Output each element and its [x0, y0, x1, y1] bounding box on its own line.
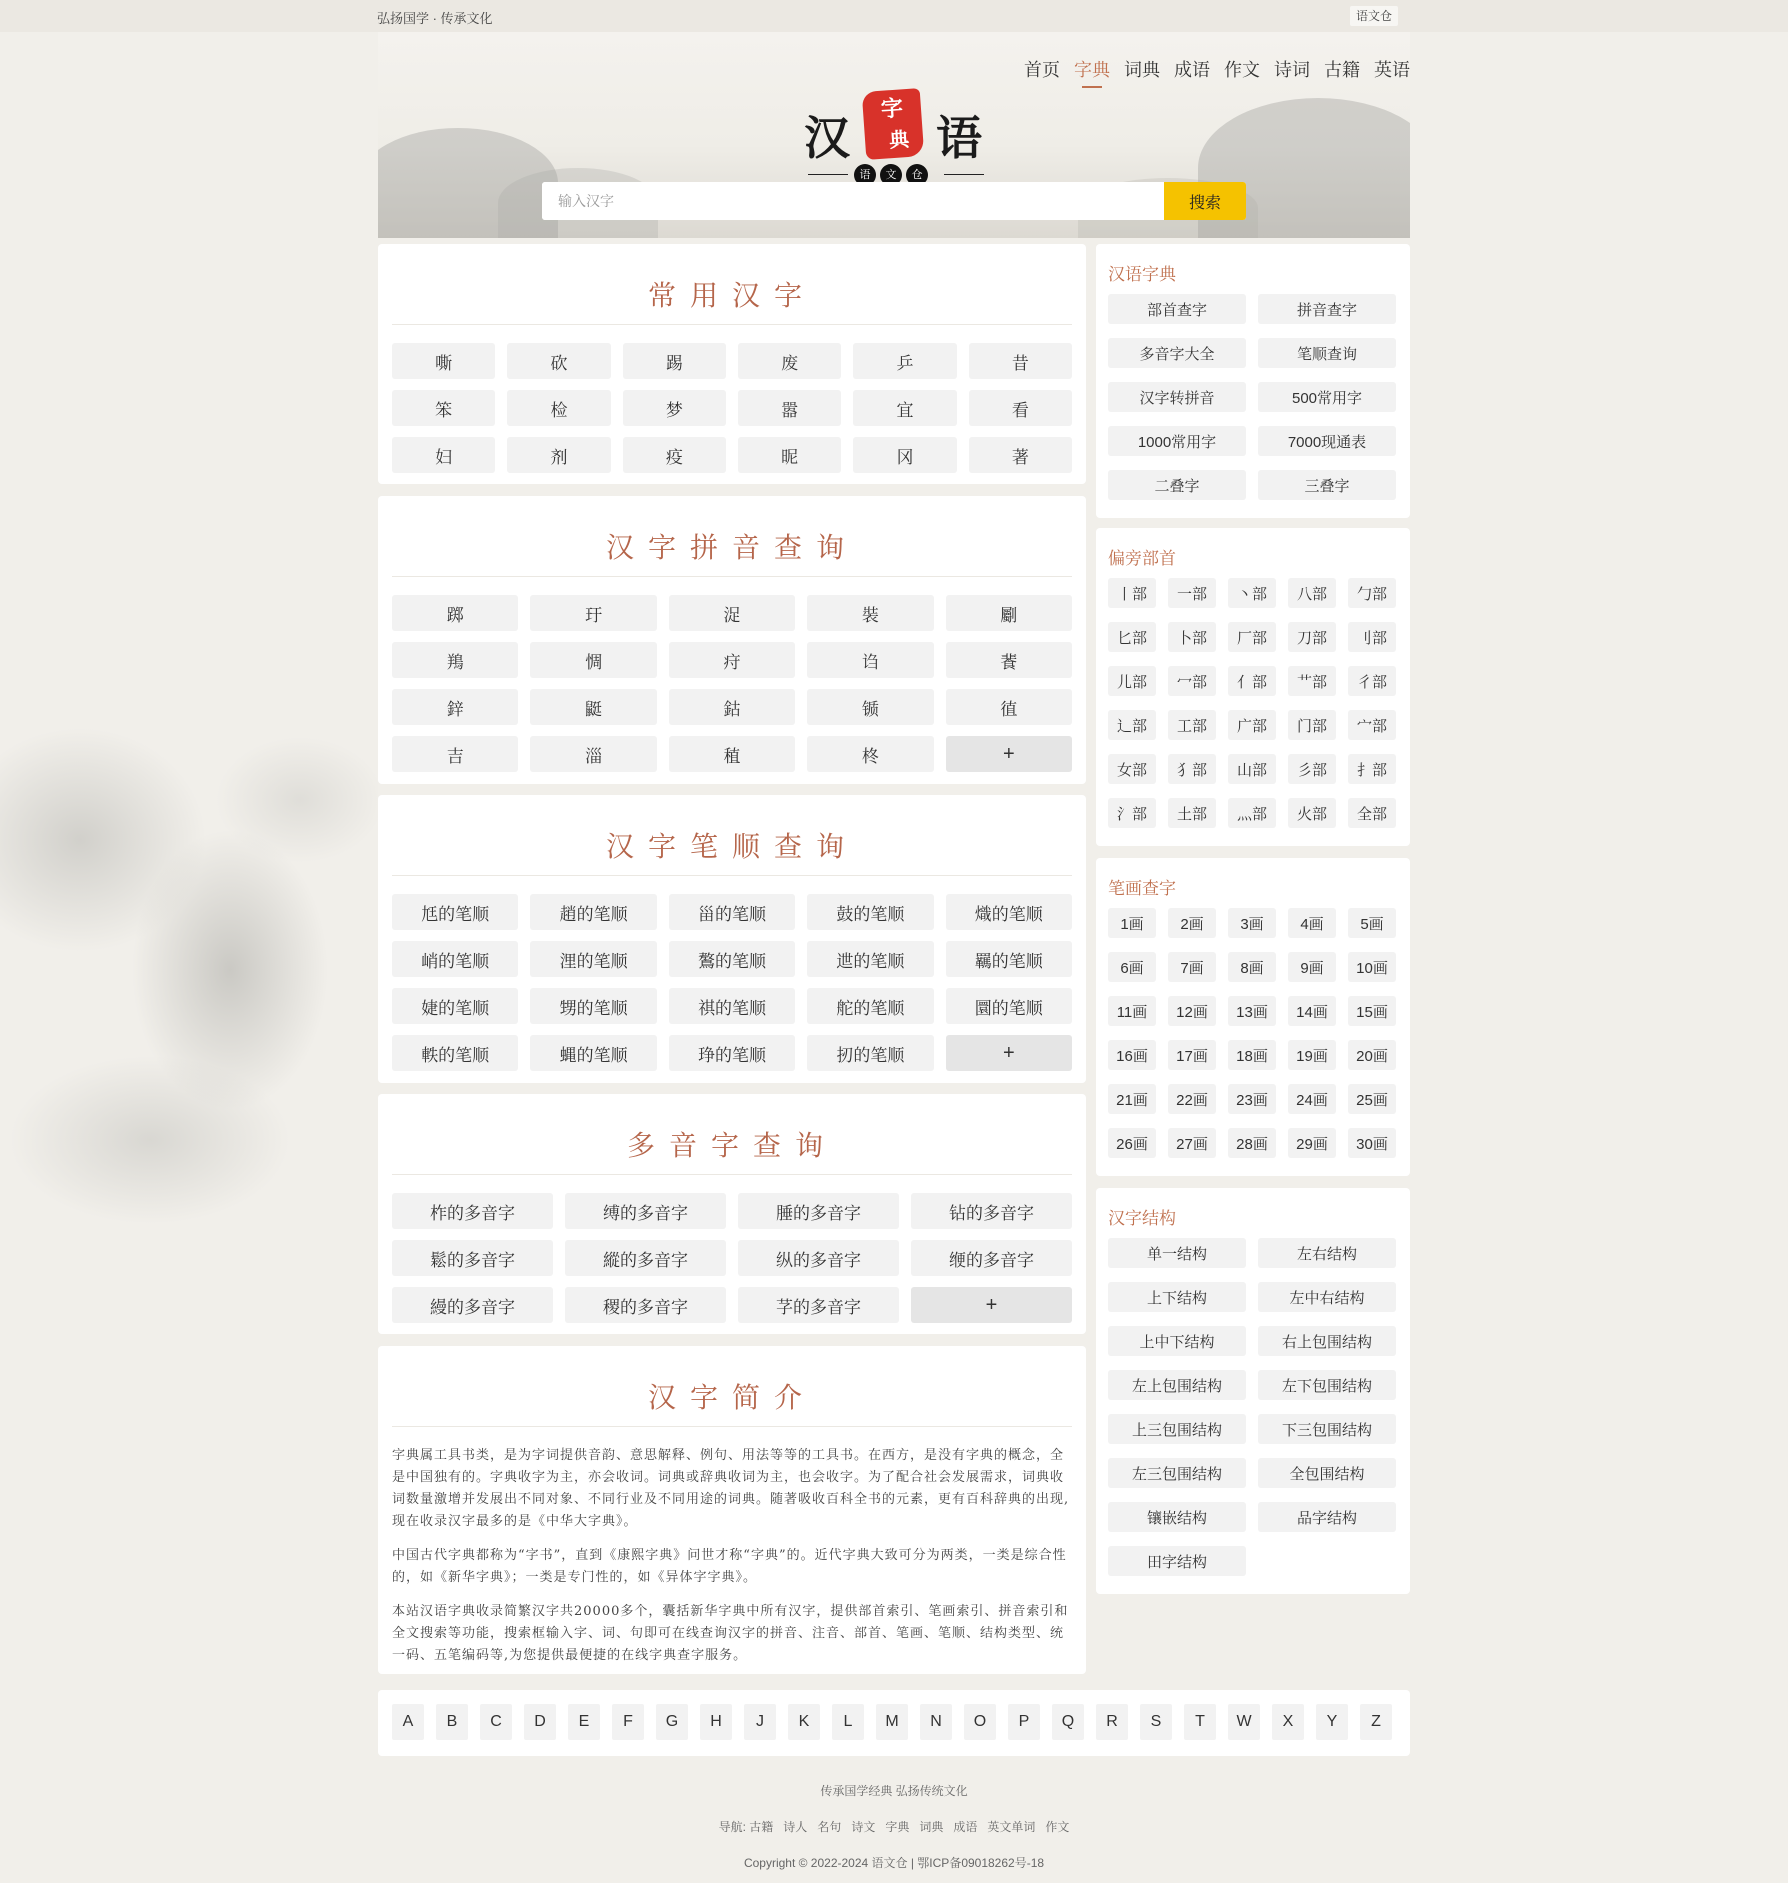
stroke-count-link[interactable]: 28画 [1228, 1128, 1276, 1158]
radical-link[interactable]: 宀部 [1348, 710, 1396, 740]
char-chip[interactable]: 嘶 [392, 343, 495, 379]
stroke-count-link[interactable]: 22画 [1168, 1084, 1216, 1114]
polyphone-chip[interactable]: 芓的多音字 [738, 1287, 899, 1323]
alphabet-letter[interactable]: J [744, 1704, 776, 1740]
radical-link[interactable]: 门部 [1288, 710, 1336, 740]
radical-link[interactable]: 全部 [1348, 798, 1396, 828]
logo-line-right [944, 174, 984, 175]
more-button[interactable]: + [911, 1287, 1072, 1323]
common-chars-grid [378, 325, 1086, 473]
stroke-count-link[interactable]: 29画 [1288, 1128, 1336, 1158]
alphabet-letter[interactable]: L [832, 1704, 864, 1740]
alphabet-letter[interactable]: O [964, 1704, 996, 1740]
structure-link[interactable]: 上下结构 [1108, 1282, 1246, 1312]
footer-nav [378, 1818, 1410, 1835]
radical-link[interactable]: 亻部 [1228, 666, 1276, 696]
radical-link[interactable]: 勹部 [1348, 578, 1396, 608]
polyphone-chip[interactable]: 纵的多音字 [738, 1240, 899, 1276]
footer-motto: 传承国学经典 弘扬传统文化 [820, 1784, 968, 1798]
structure-link[interactable]: 全包围结构 [1258, 1458, 1396, 1488]
polyphone-chip[interactable]: 钻的多音字 [911, 1193, 1072, 1229]
radical-link[interactable]: 冖部 [1168, 666, 1216, 696]
pinyin-chip[interactable]: 徝 [946, 689, 1072, 725]
stroke-count-link[interactable]: 12画 [1168, 996, 1216, 1026]
stroke-count-link[interactable]: 8画 [1228, 952, 1276, 982]
structure-link[interactable]: 品字结构 [1258, 1502, 1396, 1532]
radical-link[interactable]: 扌部 [1348, 754, 1396, 784]
polyphone-chip[interactable]: 稷的多音字 [565, 1287, 726, 1323]
main-nav [1024, 56, 1410, 82]
stroke-count-link[interactable]: 2画 [1168, 908, 1216, 938]
sidebar-radicals-title: 偏旁部首 [1108, 549, 1176, 568]
structure-link[interactable]: 下三包围结构 [1258, 1414, 1396, 1444]
alphabet-index [378, 1690, 1410, 1756]
pinyin-chip[interactable]: 锧 [807, 689, 933, 725]
stroke-order-chip[interactable]: 浬的笔顺 [530, 941, 656, 977]
site-logo[interactable] [804, 60, 988, 186]
char-chip[interactable]: 砍 [507, 343, 610, 379]
intro-paragraph: 本站汉语字典收录简繁汉字共20000多个，囊括新华字典中所有汉字，提供部首索引、笔画索引、拼音索引和全文搜索等功能，搜索框输入字、词、句即可在线查询汉字的拼音、注音、部首、笔画、笔顺、结构类型、统一码、五笔编码等,为您提供最便捷的在线字典查字服务。 [392, 1604, 1069, 1663]
logo-seal-bottom: 典 [888, 126, 910, 153]
intro-paragraph: 中国古代字典都称为“字书”，直到《康熙字典》问世才称“字典”的。近代字典大致可分为两类，一类是综合性的，如《新华字典》；一类是专门性的，如《异体字字典》。 [392, 1548, 1067, 1585]
alphabet-letter[interactable]: N [920, 1704, 952, 1740]
stroke-count-link[interactable]: 4画 [1288, 908, 1336, 938]
sidebar-dict-link[interactable]: 笔顺查询 [1258, 338, 1396, 368]
stroke-count-link[interactable]: 6画 [1108, 952, 1156, 982]
header-banner [378, 32, 1410, 238]
radical-link[interactable]: 广部 [1228, 710, 1276, 740]
structure-link[interactable]: 上三包围结构 [1108, 1414, 1246, 1444]
structure-link[interactable]: 田字结构 [1108, 1546, 1246, 1576]
alphabet-letter[interactable]: R [1096, 1704, 1128, 1740]
stroke-count-link[interactable]: 9画 [1288, 952, 1336, 982]
polyphone-chip[interactable]: 柞的多音字 [392, 1193, 553, 1229]
stroke-order-chip[interactable]: 鷔的笔顺 [669, 941, 795, 977]
structure-link[interactable]: 左上包围结构 [1108, 1370, 1246, 1400]
nav-item[interactable]: 英语 [1374, 60, 1410, 80]
pinyin-chip[interactable]: 裝 [807, 595, 933, 631]
sidebar-dict-link[interactable]: 部首查字 [1108, 294, 1246, 324]
stroke-count-link[interactable]: 11画 [1108, 996, 1156, 1026]
footer-link[interactable]: 词典 [919, 1820, 944, 1834]
sidebar-dict-link[interactable]: 二叠字 [1108, 470, 1246, 500]
stroke-order-grid [378, 876, 1086, 1071]
radical-link[interactable]: 犭部 [1168, 754, 1216, 784]
footer-links [749, 1818, 1069, 1835]
radical-link[interactable]: 山部 [1228, 754, 1276, 784]
char-chip[interactable]: 昔 [969, 343, 1072, 379]
logo-line-left [808, 174, 848, 175]
intro-card [378, 1346, 1086, 1674]
radical-link[interactable]: 一部 [1168, 578, 1216, 608]
stroke-count-link[interactable]: 13画 [1228, 996, 1276, 1026]
stroke-order-chip[interactable]: 趙的笔顺 [530, 894, 656, 930]
sidebar-structure-grid [1096, 1238, 1410, 1576]
sidebar-dictionary-grid [1096, 294, 1410, 500]
footer-link[interactable]: 成语 [953, 1820, 978, 1834]
intro-text [378, 1427, 1086, 1667]
stroke-order-chip[interactable]: 甥的笔顺 [530, 988, 656, 1024]
search-button[interactable]: 搜索 [1164, 182, 1246, 220]
pinyin-chip[interactable]: 鼮 [530, 689, 656, 725]
nav-item[interactable]: 作文 [1224, 60, 1260, 80]
structure-link[interactable]: 单一结构 [1108, 1238, 1246, 1268]
radical-link[interactable]: 丶部 [1228, 578, 1276, 608]
footer-nav-label: 导航: [718, 1820, 746, 1834]
sidebar-dict-link[interactable]: 7000现通表 [1258, 426, 1396, 456]
polyphone-card [378, 1094, 1086, 1334]
char-chip[interactable]: 冈 [853, 437, 956, 473]
stroke-count-link[interactable]: 20画 [1348, 1040, 1396, 1070]
polyphone-chip[interactable]: 縵的多音字 [392, 1287, 553, 1323]
alphabet-letter[interactable]: S [1140, 1704, 1172, 1740]
site-name-link[interactable]: 语文仓 [1350, 6, 1398, 26]
radical-link[interactable]: 彡部 [1288, 754, 1336, 784]
pinyin-chip[interactable]: 淄 [530, 736, 656, 772]
char-chip[interactable]: 妇 [392, 437, 495, 473]
sidebar-radicals-grid [1096, 578, 1410, 828]
stroke-count-link[interactable]: 7画 [1168, 952, 1216, 982]
top-bar [0, 0, 1788, 32]
nav-item[interactable]: 诗词 [1274, 60, 1310, 80]
radical-link[interactable]: 火部 [1288, 798, 1336, 828]
alphabet-letter[interactable]: C [480, 1704, 512, 1740]
pinyin-chip[interactable]: 吉 [392, 736, 518, 772]
alphabet-letter[interactable]: T [1184, 1704, 1216, 1740]
alphabet-letter[interactable]: G [656, 1704, 688, 1740]
footer-link[interactable]: 英文单词 [987, 1820, 1036, 1834]
sidebar-dict-link[interactable]: 多音字大全 [1108, 338, 1246, 368]
sidebar-strokes-grid [1096, 908, 1410, 1158]
pinyin-chip[interactable]: 惆 [530, 642, 656, 678]
stroke-count-link[interactable]: 30画 [1348, 1128, 1396, 1158]
logo-dot: 仓 [906, 164, 928, 186]
logo-left-char: 汉 [804, 111, 850, 165]
logo-right-char: 语 [936, 111, 982, 165]
pinyin-chip[interactable]: 疛 [669, 642, 795, 678]
sidebar-dict-link[interactable]: 拼音查字 [1258, 294, 1396, 324]
stroke-order-chip[interactable]: 舵的笔顺 [807, 988, 933, 1024]
pinyin-chip[interactable]: 鋅 [392, 689, 518, 725]
intro-paragraph: 字典属工具书类，是为字词提供音韵、意思解释、例句、用法等等的工具书。在西方，是没有字典的概念，全是中国独有的。字典收字为主，亦会收词。词典或辞典收词为主，也会收字。为了配合社会发展需求，词典收词数量激增并发展出不同对象、不同行业及不同用途的词典。随著吸收百科全书的元素，更有百科辞典的出现,现在收录汉字最多的是《中华大字典》。 [392, 1448, 1070, 1529]
common-chars-title: 常用汉字 [647, 279, 816, 312]
char-chip[interactable]: 废 [738, 343, 841, 379]
stroke-count-link[interactable]: 21画 [1108, 1084, 1156, 1114]
stroke-order-chip[interactable]: 迣的笔顺 [807, 941, 933, 977]
logo-dot: 语 [854, 164, 876, 186]
sidebar-radicals [1096, 528, 1410, 846]
search-bar [542, 182, 1246, 220]
polyphone-chip[interactable]: 缏的多音字 [911, 1240, 1072, 1276]
sidebar-dict-link[interactable]: 1000常用字 [1108, 426, 1246, 456]
char-chip[interactable]: 疫 [623, 437, 726, 473]
stroke-count-link[interactable]: 26画 [1108, 1128, 1156, 1158]
sidebar-structure-title: 汉字结构 [1108, 1209, 1176, 1228]
alphabet-letter[interactable]: P [1008, 1704, 1040, 1740]
structure-link[interactable]: 右上包围结构 [1258, 1326, 1396, 1356]
char-chip[interactable]: 著 [969, 437, 1072, 473]
stroke-order-chip[interactable]: 軼的笔顺 [392, 1035, 518, 1071]
pinyin-chip[interactable]: 浞 [669, 595, 795, 631]
nav-item[interactable]: 古籍 [1324, 60, 1360, 80]
alphabet-letter[interactable]: Q [1052, 1704, 1084, 1740]
logo-seal [862, 88, 925, 160]
more-button[interactable]: + [946, 1035, 1072, 1071]
footer-link[interactable]: 作文 [1045, 1820, 1070, 1834]
alphabet-letter[interactable]: K [788, 1704, 820, 1740]
intro-title: 汉字简介 [647, 1381, 816, 1414]
footer-link[interactable]: 诗人 [783, 1820, 808, 1834]
pinyin-chip[interactable]: 鈷 [669, 689, 795, 725]
footer-link[interactable]: 字典 [885, 1820, 910, 1834]
pinyin-chip[interactable]: 踯 [392, 595, 518, 631]
sidebar-structure [1096, 1188, 1410, 1594]
footer-link[interactable]: 古籍 [749, 1820, 774, 1834]
pinyin-chip[interactable]: 稙 [669, 736, 795, 772]
radical-link[interactable]: 丨部 [1108, 578, 1156, 608]
stroke-count-link[interactable]: 25画 [1348, 1084, 1396, 1114]
stroke-order-chip[interactable]: 圜的笔顺 [946, 988, 1072, 1024]
alphabet-letter[interactable]: A [392, 1704, 424, 1740]
stroke-count-link[interactable]: 19画 [1288, 1040, 1336, 1070]
stroke-order-chip[interactable]: 蝿的笔顺 [530, 1035, 656, 1071]
nav-item[interactable]: 成语 [1174, 60, 1210, 80]
radical-link[interactable]: 艹部 [1288, 666, 1336, 696]
logo-seal-top: 字 [880, 95, 904, 123]
polyphone-chip[interactable]: 腄的多音字 [738, 1193, 899, 1229]
stroke-count-link[interactable]: 27画 [1168, 1128, 1216, 1158]
stroke-order-chip[interactable]: 扨的笔顺 [807, 1035, 933, 1071]
footer-copyright: Copyright © 2022-2024 语文仓 | 鄂ICP备09018262号-18 [743, 1856, 1045, 1870]
radical-link[interactable]: 刂部 [1348, 622, 1396, 652]
radical-link[interactable]: 女部 [1108, 754, 1156, 784]
char-chip[interactable]: 嚣 [738, 390, 841, 426]
polyphone-title: 多音字查询 [626, 1129, 837, 1162]
pinyin-title: 汉字拼音查询 [605, 531, 858, 564]
pinyin-chip[interactable]: 诌 [807, 642, 933, 678]
char-chip[interactable]: 踢 [623, 343, 726, 379]
radical-link[interactable]: 刀部 [1288, 622, 1336, 652]
structure-link[interactable]: 左三包围结构 [1108, 1458, 1246, 1488]
structure-link[interactable]: 左下包围结构 [1258, 1370, 1396, 1400]
stroke-count-link[interactable]: 5画 [1348, 908, 1396, 938]
alphabet-letter[interactable]: H [700, 1704, 732, 1740]
char-chip[interactable]: 梦 [623, 390, 726, 426]
pinyin-grid [378, 577, 1086, 772]
stroke-count-link[interactable]: 18画 [1228, 1040, 1276, 1070]
radical-link[interactable]: 土部 [1168, 798, 1216, 828]
alphabet-letter[interactable]: B [436, 1704, 468, 1740]
pinyin-chip[interactable]: 鴹 [392, 642, 518, 678]
structure-link[interactable]: 左中右结构 [1258, 1282, 1396, 1312]
stroke-order-card [378, 795, 1086, 1083]
radical-link[interactable]: 厂部 [1228, 622, 1276, 652]
radical-link[interactable]: 卜部 [1168, 622, 1216, 652]
polyphone-chip[interactable]: 縱的多音字 [565, 1240, 726, 1276]
alphabet-letter[interactable]: D [524, 1704, 556, 1740]
alphabet-letter[interactable]: E [568, 1704, 600, 1740]
sidebar-dict-link[interactable]: 500常用字 [1258, 382, 1396, 412]
sidebar-dict-link[interactable]: 汉字转拼音 [1108, 382, 1246, 412]
pinyin-card [378, 496, 1086, 784]
stroke-order-chip[interactable]: 羈的笔顺 [946, 941, 1072, 977]
stroke-order-chip[interactable]: 鼓的笔顺 [807, 894, 933, 930]
background-landscape [0, 640, 378, 1240]
char-chip[interactable]: 笨 [392, 390, 495, 426]
nav-item[interactable]: 首页 [1024, 60, 1060, 80]
stroke-order-chip[interactable]: 琤的笔顺 [669, 1035, 795, 1071]
polyphone-grid [378, 1175, 1086, 1323]
char-chip[interactable]: 检 [507, 390, 610, 426]
radical-link[interactable]: 彳部 [1348, 666, 1396, 696]
stroke-count-link[interactable]: 1画 [1108, 908, 1156, 938]
stroke-count-link[interactable]: 17画 [1168, 1040, 1216, 1070]
sidebar-strokes [1096, 858, 1410, 1176]
stroke-count-link[interactable]: 15画 [1348, 996, 1396, 1026]
radical-link[interactable]: 工部 [1168, 710, 1216, 740]
structure-link[interactable]: 上中下结构 [1108, 1326, 1246, 1356]
stroke-order-chip[interactable]: 甾的笔顺 [669, 894, 795, 930]
alphabet-letter[interactable]: X [1272, 1704, 1304, 1740]
pinyin-chip[interactable]: 劚 [946, 595, 1072, 631]
top-slogan: 弘扬国学 · 传承文化 [377, 11, 493, 26]
char-chip[interactable]: 看 [969, 390, 1072, 426]
stroke-order-chip[interactable]: 尪的笔顺 [392, 894, 518, 930]
stroke-order-title: 汉字笔顺查询 [605, 830, 858, 863]
char-chip[interactable]: 剂 [507, 437, 610, 473]
sidebar-dictionary [1096, 244, 1410, 518]
alphabet-letter[interactable]: Z [1360, 1704, 1392, 1740]
stroke-count-link[interactable]: 3画 [1228, 908, 1276, 938]
char-chip[interactable]: 昵 [738, 437, 841, 473]
more-button[interactable]: + [946, 736, 1072, 772]
alphabet-letter[interactable]: M [876, 1704, 908, 1740]
polyphone-chip[interactable]: 缚的多音字 [565, 1193, 726, 1229]
radical-link[interactable]: 儿部 [1108, 666, 1156, 696]
search-input[interactable] [542, 182, 1164, 220]
char-chip[interactable]: 宜 [853, 390, 956, 426]
sidebar-dict-link[interactable]: 三叠字 [1258, 470, 1396, 500]
alphabet-letter[interactable]: F [612, 1704, 644, 1740]
nav-item[interactable]: 词典 [1124, 60, 1160, 80]
stroke-order-chip[interactable]: 婕的笔顺 [392, 988, 518, 1024]
pinyin-chip[interactable]: 玗 [530, 595, 656, 631]
radical-link[interactable]: 八部 [1288, 578, 1336, 608]
char-chip[interactable]: 乒 [853, 343, 956, 379]
structure-link[interactable]: 镶嵌结构 [1108, 1502, 1246, 1532]
structure-link[interactable]: 左右结构 [1258, 1238, 1396, 1268]
radical-link[interactable]: 匕部 [1108, 622, 1156, 652]
logo-dot: 文 [880, 164, 902, 186]
footer-link[interactable]: 诗文 [851, 1820, 876, 1834]
polyphone-chip[interactable]: 鬆的多音字 [392, 1240, 553, 1276]
radical-link[interactable]: 灬部 [1228, 798, 1276, 828]
footer-link[interactable]: 名句 [817, 1820, 842, 1834]
stroke-order-chip[interactable]: 峭的笔顺 [392, 941, 518, 977]
alphabet-letter[interactable]: W [1228, 1704, 1260, 1740]
radical-link[interactable]: 辶部 [1108, 710, 1156, 740]
pinyin-chip[interactable]: 餥 [946, 642, 1072, 678]
sidebar-dictionary-title: 汉语字典 [1108, 265, 1176, 284]
stroke-count-link[interactable]: 10画 [1348, 952, 1396, 982]
stroke-order-chip[interactable]: 祺的笔顺 [669, 988, 795, 1024]
sidebar-strokes-title: 笔画查字 [1108, 879, 1176, 898]
radical-link[interactable]: 氵部 [1108, 798, 1156, 828]
stroke-count-link[interactable]: 24画 [1288, 1084, 1336, 1114]
stroke-count-link[interactable]: 16画 [1108, 1040, 1156, 1070]
stroke-count-link[interactable]: 23画 [1228, 1084, 1276, 1114]
stroke-order-chip[interactable]: 熾的笔顺 [946, 894, 1072, 930]
pinyin-chip[interactable]: 柊 [807, 736, 933, 772]
common-chars-card [378, 244, 1086, 484]
stroke-count-link[interactable]: 14画 [1288, 996, 1336, 1026]
alphabet-letter[interactable]: Y [1316, 1704, 1348, 1740]
nav-item[interactable]: 字典 [1074, 56, 1110, 82]
